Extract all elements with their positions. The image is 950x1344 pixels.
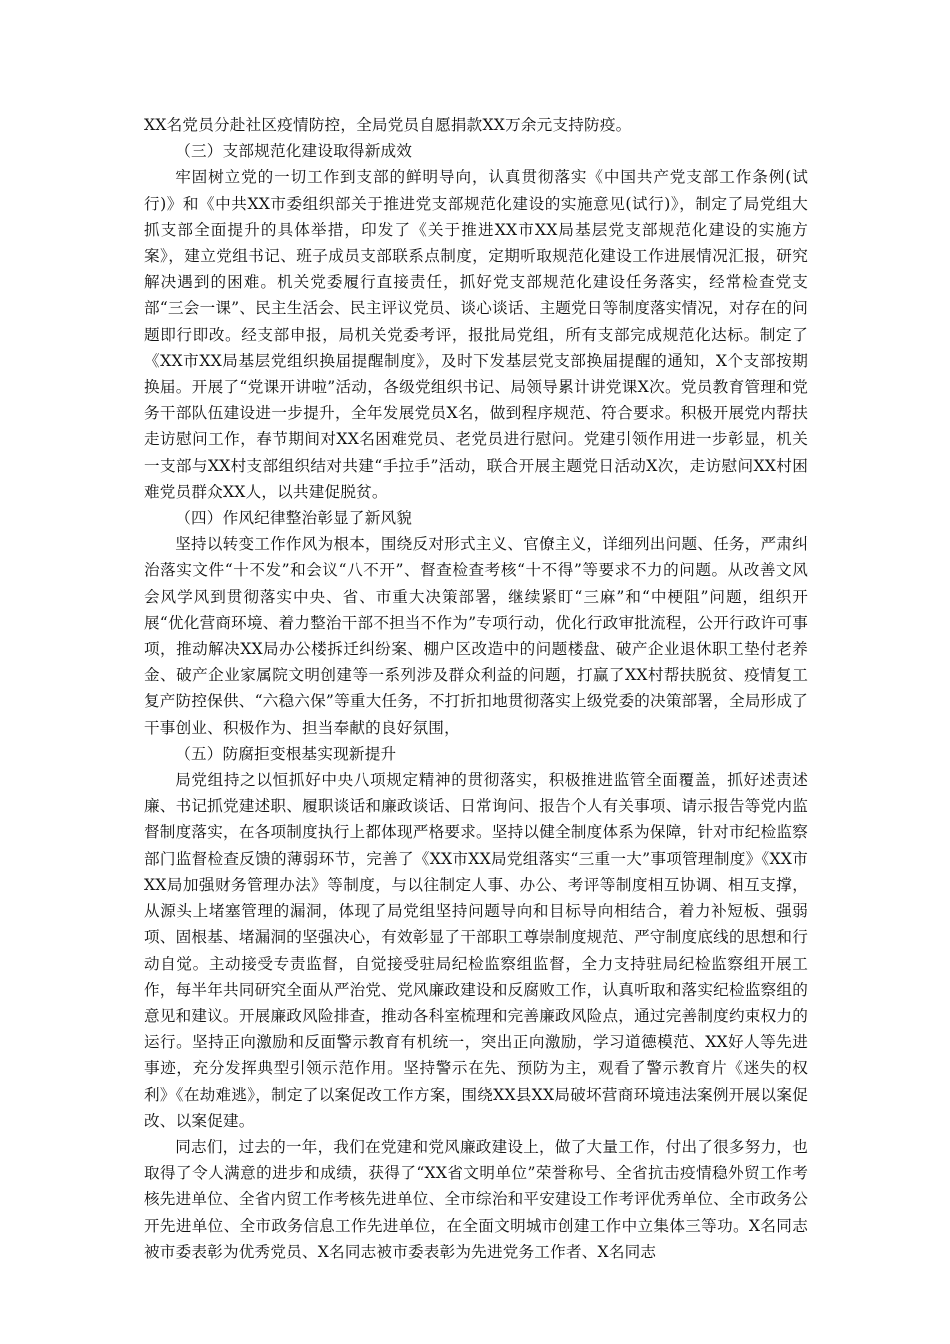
paragraph-work-style: 坚持以转变工作作风为根本，围绕反对形式主义、官僚主义，详细列出问题、任务，严肃纠治落实文件“十不发”和会议“八不开”、督查检查考核“十不得”等要求不力的问题。从改善文风会风学风到贯彻落实中央、省、市重大决策部署，继续紧盯“三麻”和“中梗阻”问题，组织开展“优化营商环境、着力整治干部不担当不作为”专项行动，优化行政审批流程，公开行政许可事项，推动解决XX局办公楼拆迁纠纷案、棚户区改造中的问题楼盘、破产企业退休职工垫付老养金、破产企业家属院文明创建等一系列涉及群众利益的问题，打赢了XX村帮扶脱贫、疫情复工复产防控保供、“六稳六保”等重大任务，不打折扣地贯彻落实上级党委的决策部署，全局形成了干事创业、积极作为、担当奉献的良好氛围， bbox=[144, 535, 808, 737]
section-heading-4: （四）作风纪律整治彰显了新风貌 bbox=[175, 509, 413, 528]
paragraph-continuation: XX名党员分赴社区疫情防控，全局党员自愿捐款XX万余元支持防疫。 bbox=[144, 116, 632, 134]
section-heading-3: （三）支部规范化建设取得新成效 bbox=[175, 142, 413, 161]
section-heading-5: （五）防腐拒变根基实现新提升 bbox=[175, 744, 397, 763]
paragraph-anti-corruption: 局党组持之以恒抓好中央八项规定精神的贯彻落实，积极推进监管全面覆盖，抓好述责述廉、书记抓党建述职、履职谈话和廉政谈话、日常询问、报告个人有关事项、请示报告等党内监督制度落实，在各项制度执行上都体现严格要求。坚持以健全制度体系为保障，针对市纪检监察部门监督检查反馈的薄弱环节，完善了《XX市XX局党组落实“三重一大”事项管理制度》《XX市XX局加强财务管理办法》等制度，与以往制定人事、办公、考评等制度相互协调、相互支撑，从源头上堵塞管理的漏洞，体现了局党组坚持问题导向和目标导向相结合，着力补短板、强弱项、固根基、堵漏洞的坚强决心，有效彰显了干部职工尊崇制度规范、严守制度底线的思想和行动自觉。主动接受专责监督，自觉接受驻局纪检监察组监督，全力支持驻局纪检监察组开展工作，每半年共同研究全面从严治党、党风廉政建设和反腐败工作，认真听取和落实纪检监察组的意见和建议。开展廉政风险排查，推动各科室梳理和完善廉政风险点，通过完善制度约束权力的运行。坚持正向激励和反面警示教育有机统一，突出正向激励，学习道德模范、XX好人等先进事迹，充分发挥典型引领示范作用。坚持警示在先、预防为主，观看了警示教育片《迷失的权利》《在劫难逃》，制定了以案促改工作方案，围绕XX县XX局破坏营商环境违法案例开展以案促改、以案促建。 bbox=[144, 771, 808, 1130]
paragraph-branch-standardization: 牢固树立党的一切工作到支部的鲜明导向，认真贯彻落实《中国共产党支部工作条例(试行)》和《中共XX市委组织部关于推进党支部规范化建设的实施意见(试行)》，制定了局党组大抓支部全面提升的具体举措，印发了《关于推进XX市XX局基层党支部规范化建设的实施方案》，建立党组书记、班子成员支部联系点制度，定期听取规范化建设工作进展情况汇报，研究解决遇到的困难。机关党委履行直接责任，抓好党支部规范化建设任务落实，经常检查党支部“三会一课”、民主生活会、民主评议党员、谈心谈话、主题党日等制度落实情况，对存在的问题即行即改。经支部申报，局机关党委考评，报批局党组，所有支部完成规范化达标。制定了《XX市XX局基层党组织换届提醒制度》，及时下发基层党支部换届提醒的通知，X个支部按期换届。开展了“党课开讲啦”活动，各级党组织书记、局领导累计讲党课X次。党员教育管理和党务干部队伍建设进一步提升，全年发展党员X名，做到程序规范、符合要求。积极开展党内帮扶走访慰问工作，春节期间对XX名困难党员、老党员进行慰问。党建引领作用进一步彰显，机关一支部与XX村支部组织结对共建“手拉手”活动，联合开展主题党日活动X次，走访慰问XX村困难党员群众XX人，以共建促脱贫。 bbox=[144, 168, 808, 501]
paragraph-achievements: 同志们，过去的一年，我们在党建和党风廉政建设上，做了大量工作，付出了很多努力，也取得了令人满意的进步和成绩，获得了“XX省文明单位”荣誉称号、全省抗击疫情稳外贸工作考核先进单位、全省内贸工作考核先进单位、全市综治和平安建设工作考评优秀单位、全市政务公开先进单位、全市政务信息工作先进单位，在全面文明城市创建工作中立集体三等功。X名同志被市委表彰为优秀党员、X名同志被市委表彰为先进党务工作者、X名同志 bbox=[144, 1137, 808, 1261]
document-body bbox=[144, 112, 808, 1265]
